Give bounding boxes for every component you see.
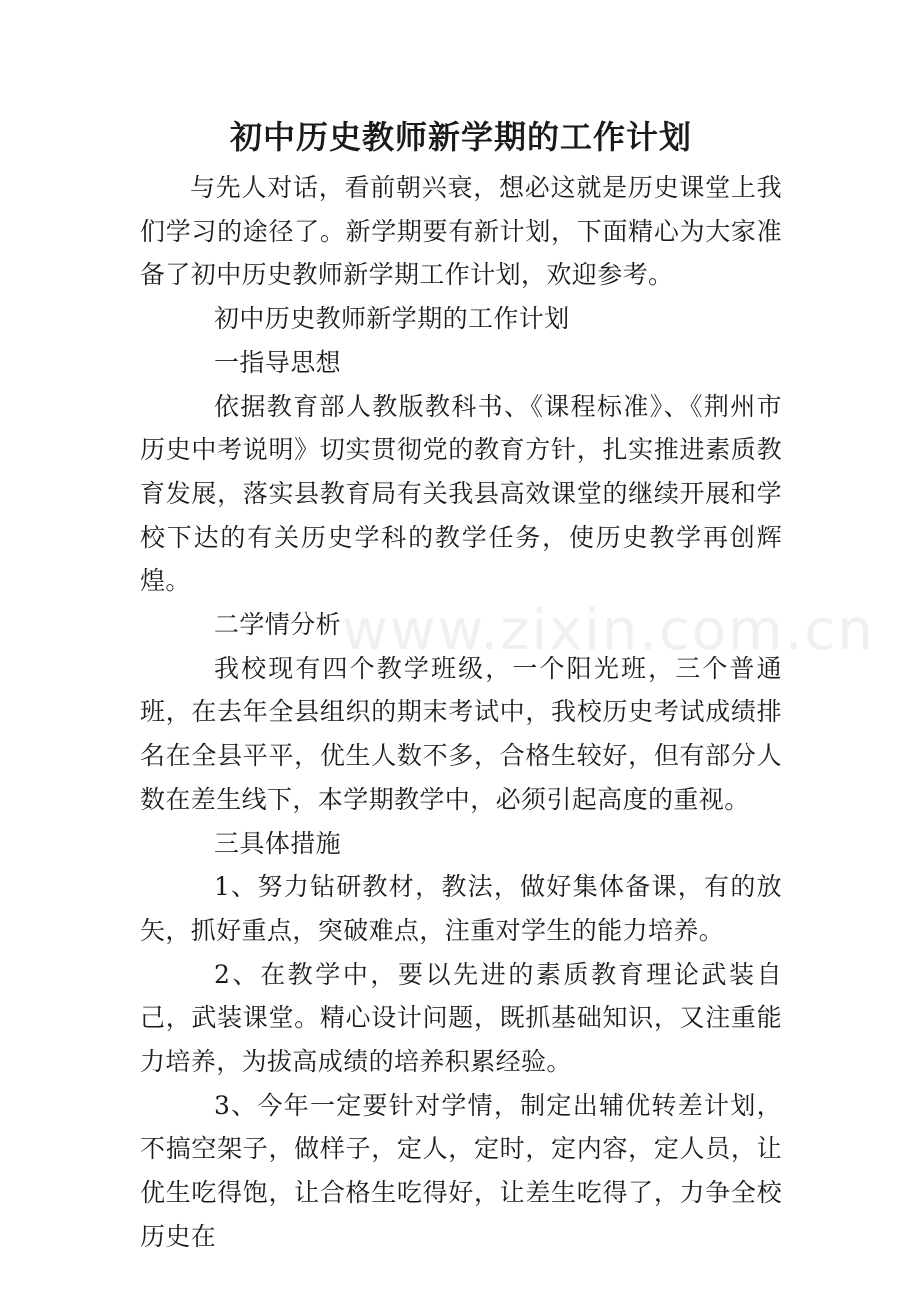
measure-1-paragraph: 1、努力钻研教材，教法，做好集体备课，有的放矢，抓好重点，突破难点，注重对学生的能力培养。 [140, 872, 782, 945]
section2-paragraph: 我校现有四个教学班级，一个阳光班，三个普通班，在去年全县组织的期末考试中，我校历史考试成绩排名在全县平平，优生人数不多，合格生较好，但有部分人数在差生线下，本学期教学中，必须引起高度的重视。 [140, 653, 782, 814]
intro-paragraph: 与先人对话，看前朝兴衰，想必这就是历史课堂上我们学习的途径了。新学期要有新计划，下面精心为大家准备了初中历史教师新学期工作计划，欢迎参考。 [140, 173, 782, 290]
document-title: 初中历史教师新学期的工作计划 [229, 118, 692, 156]
measure-3-paragraph: 3、今年一定要针对学情，制定出辅优转差计划，不搞空架子，做样子，定人，定时，定内容，定人员，让优生吃得饱，让合格生吃得好，让差生吃得了，力争全校历史在 [140, 1090, 782, 1251]
section1-paragraph: 依据教育部人教版教科书、《课程标准》、《荆州市历史中考说明》切实贯彻党的教育方针，扎实推进素质教育发展，落实县教育局有关我县高效课堂的继续开展和学校下达的有关历史学科的教学任务，使历史教学再创辉煌。 [140, 391, 782, 596]
measure-2-paragraph: 2、在教学中，要以先进的素质教育理论武装自己，武装课堂。精心设计问题，既抓基础知识，又注重能力培养，为拔高成绩的培养积累经验。 [140, 959, 782, 1077]
section2-heading: 二学情分析 [214, 610, 342, 640]
watermark: www.zixin.com.cn [342, 598, 875, 663]
subtitle-line: 初中历史教师新学期的工作计划 [214, 304, 570, 334]
section3-heading: 三具体措施 [214, 828, 342, 858]
document-page [140, 108, 782, 1259]
section1-heading: 一指导思想 [214, 347, 342, 377]
